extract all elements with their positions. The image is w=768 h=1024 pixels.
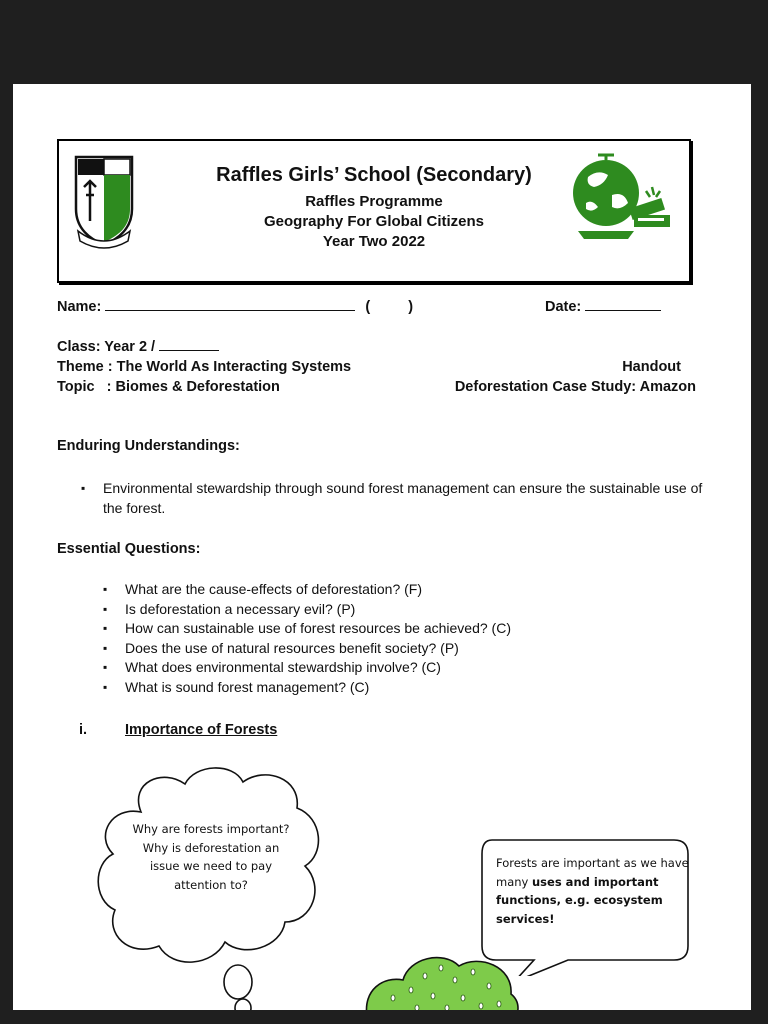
thought-bubble-text: Why are forests important? Why is deforestation an issue we need to pay attention to? xyxy=(132,822,290,892)
name-date-row xyxy=(57,299,697,315)
year-label: Year Two 2022 xyxy=(322,233,426,250)
list-item: ▪ What does environmental stewardship involve? (C) xyxy=(125,658,685,678)
list-item: ▪ How can sustainable use of forest resources be achieved? (C) xyxy=(125,619,685,639)
date-label: Date: xyxy=(545,299,582,315)
school-name: Raffles Girls’ School (Secondary) xyxy=(216,164,532,186)
programme-name: Raffles Programme xyxy=(305,193,443,210)
class-field[interactable] xyxy=(159,350,219,351)
subject-name: Geography For Global Citizens xyxy=(263,213,485,230)
list-item: ▪ What is sound forest management? (C) xyxy=(125,678,685,698)
list-item: ▪ Is deforestation a necessary evil? (P) xyxy=(125,600,685,620)
name-label: Name: xyxy=(57,299,102,315)
name-field[interactable] xyxy=(105,310,355,311)
topic-text: Topic : Biomes & Deforestation xyxy=(57,379,280,395)
section-number: i. xyxy=(79,722,88,738)
speech-bubble-bold: uses and important functions, e.g. ecosystem services! xyxy=(496,874,663,926)
enduring-heading: Enduring Understandings: xyxy=(57,438,240,454)
handout-label: Handout xyxy=(622,359,681,375)
tree-icon xyxy=(363,946,523,1010)
list-item: ▪ What are the cause-effects of deforestation? (F) xyxy=(125,580,685,600)
date-group xyxy=(545,299,661,315)
theme-text: Theme : The World As Interacting Systems xyxy=(57,359,352,375)
case-study-label: Deforestation Case Study: Amazon xyxy=(454,379,696,395)
section-title: Importance of Forests xyxy=(125,722,278,738)
class-row xyxy=(57,339,219,355)
essential-heading: Essential Questions: xyxy=(57,541,201,557)
globe-books-icon xyxy=(568,151,674,243)
list-item: ▪ Environmental stewardship through sound forest management can ensure the sustainable use of the forest. xyxy=(103,479,703,518)
speech-bubble-text xyxy=(496,854,696,928)
essential-list xyxy=(125,580,685,698)
enduring-list xyxy=(103,479,703,518)
speech-bubble-prefix: Forests are important as we have many xyxy=(496,856,689,889)
header-box xyxy=(57,139,691,283)
class-label: Class: Year 2 / xyxy=(57,339,156,355)
name-bracket-close: ) xyxy=(408,299,414,315)
name-bracket-open: ( xyxy=(365,299,371,315)
date-field[interactable] xyxy=(585,310,661,311)
handout-page xyxy=(13,84,751,1010)
list-item: ▪ Does the use of natural resources benefit society? (P) xyxy=(125,639,685,659)
